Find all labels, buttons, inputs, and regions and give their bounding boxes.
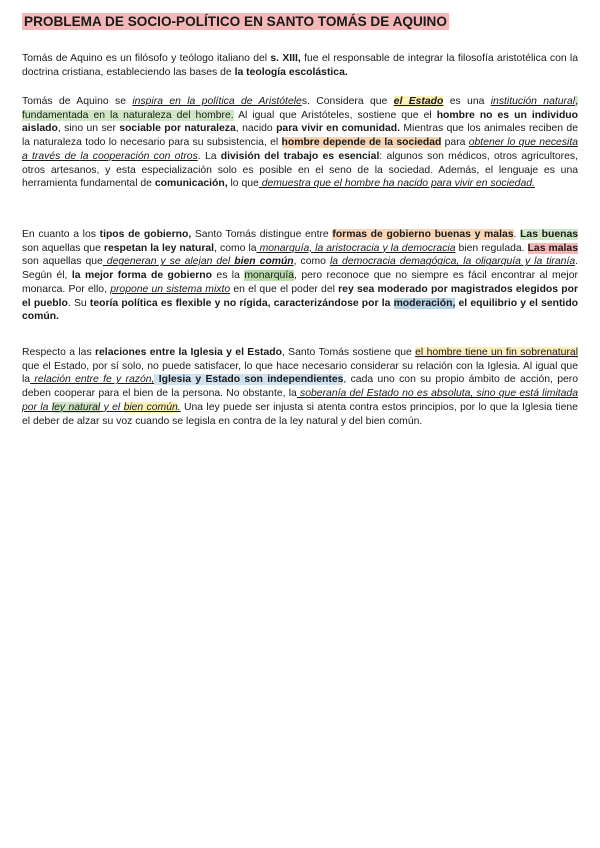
emphasis-text: teoría política es flexible y no rígida, caracterizándose por la [89,297,394,309]
text-run: . Según él, [22,256,578,282]
text-run: son aquellas que [22,256,103,268]
underlined-phrase: y el [100,401,124,413]
highlighted-phrase: monarquía [244,270,295,282]
text-run: s. Considera que [301,96,394,107]
text-run: es la [211,270,245,282]
highlighted-phrase: Iglesia y Estado son independientes [154,374,344,386]
paragraph-church-state [22,346,578,428]
text-run: es una [443,96,491,107]
text-run: Respecto a las [22,347,95,358]
text-run: bien regulada. [455,242,528,254]
page-title: PROBLEMA DE SOCIO-POLÍTICO EN SANTO TOMÁS DE AQUINO [24,14,447,29]
text-run: que el Estado, por sí solo, no puede satisfacer, lo que hace necesario considerar su relación con la Iglesia. Al igual que la [22,360,578,386]
underlined-phrase: bien común [234,256,294,268]
underlined-phrase: propone un sistema mixto [110,283,231,295]
highlighted-phrase: hombre depende de la sociedad [281,137,442,149]
text-run: : algunos son médicos, otros agricultores, otros artesanos, y esta especialización solo es posible en el seno de la sociedad. Además, el lenguaje es una herramienta fundamental de [22,150,578,190]
highlighted-phrase: el Estado [393,96,444,107]
underlined-phrase: la democracia demagógica, la oligarquía y la tiranía [329,256,576,268]
emphasis-text: hombre no es un individuo aislado [22,109,578,135]
highlighted-phrase: el hombre tiene un fin sobrenatural [415,347,579,358]
text-run: , nacido [235,123,277,135]
paragraph-state-nature [22,95,578,191]
paragraph-government-types [22,228,578,324]
text-run: Tomás de Aquino se [22,96,133,107]
text-run: . La [197,150,221,162]
text-run: son aquellas que [22,242,104,254]
highlighted-phrase: ley natural [51,401,101,413]
underlined-phrase: demuestra que el hombre ha nacido para vivir en sociedad. [258,178,535,190]
text-run: . Su [67,297,90,309]
emphasis-text: la mejor forma de gobierno [71,270,212,282]
underlined-phrase: monarquía, la aristocracia y la democracia [256,242,456,254]
emphasis-text: para vivir en comunidad. [276,123,400,135]
emphasis-text: el equilibrio y el sentido común. [22,297,579,323]
highlighted-phrase: Las malas [527,242,578,254]
text-run: Al igual que Aristóteles, sostiene que el [233,109,437,121]
text-run: Santo Tomás distingue entre [191,229,333,240]
underlined-phrase: relación entre fe y razón, [30,374,155,386]
emphasis-text: sociable por naturaleza [119,123,236,135]
emphasis-text: división del trabajo es esencial [220,150,380,162]
highlighted-phrase: Las buenas [520,229,579,240]
text-run: , pero reconoce que no siempre es fácil encontrar al mejor monarca. Por ello, [22,270,578,295]
highlighted-phrase: , fundamentada en la naturaleza del hombre. [22,96,578,121]
text-run: , Santo Tomás sostiene que [281,347,416,358]
text-run: En cuanto a los [22,229,100,240]
emphasis-text: rey sea moderado por magistrados elegidos por el pueblo [22,283,578,309]
text-run: . [513,229,521,240]
emphasis-text: la teología escolástica. [234,66,348,78]
emphasis-text: s. XIII, [270,53,301,64]
underlined-phrase: soberanía del Estado no es absoluta, sino que está limitada por la [22,388,578,413]
text-run: para [441,137,469,149]
text-run: , como [293,256,330,268]
text-run: lo que [227,178,259,190]
underlined-phrase: . [177,401,181,413]
text-run: en el que el poder del [230,283,339,295]
highlighted-phrase: formas de gobierno buenas y malas [332,229,514,240]
text-run: Una ley puede ser injusta si atenta contra estos principios, por lo que la Iglesia tiene el deber de alzar su voz cuando se legisla en contra de la ley natural y del bien común. [22,401,578,427]
underlined-phrase: degeneran y se alejan del [102,256,235,268]
text-run: Tomás de Aquino es un filósofo y teólogo italiano del [22,53,271,64]
emphasis-text: relaciones entre la Iglesia y el Estado [94,347,282,358]
underlined-phrase: obtener lo que necesita a través de la cooperación con otros [22,137,578,162]
text-run: Mientras que los animales reciben de la naturaleza todo lo necesario para su subsistencia, el [22,123,578,149]
emphasis-text: tipos de gobierno, [99,229,192,240]
text-run: , cada uno con su propio ámbito de acción, pero deben cooperar para el bien de la persona. No obstante, la [22,374,578,400]
text-run: , como la [214,242,257,254]
text-run: , sino un ser [57,123,120,135]
emphasis-text: comunicación, [154,178,228,190]
highlighted-phrase: bien común [123,401,178,413]
highlighted-phrase: moderación, [393,297,456,309]
text-run: fue el responsable de integrar la filosofía aristotélica con la doctrina cristiana, estableciendo las bases de [22,53,579,78]
emphasis-text: respetan la ley natural [103,242,215,254]
paragraph-intro [22,52,578,79]
underlined-phrase: inspira en la política de Aristótele [132,96,302,107]
underlined-phrase: institución natural [490,96,576,107]
